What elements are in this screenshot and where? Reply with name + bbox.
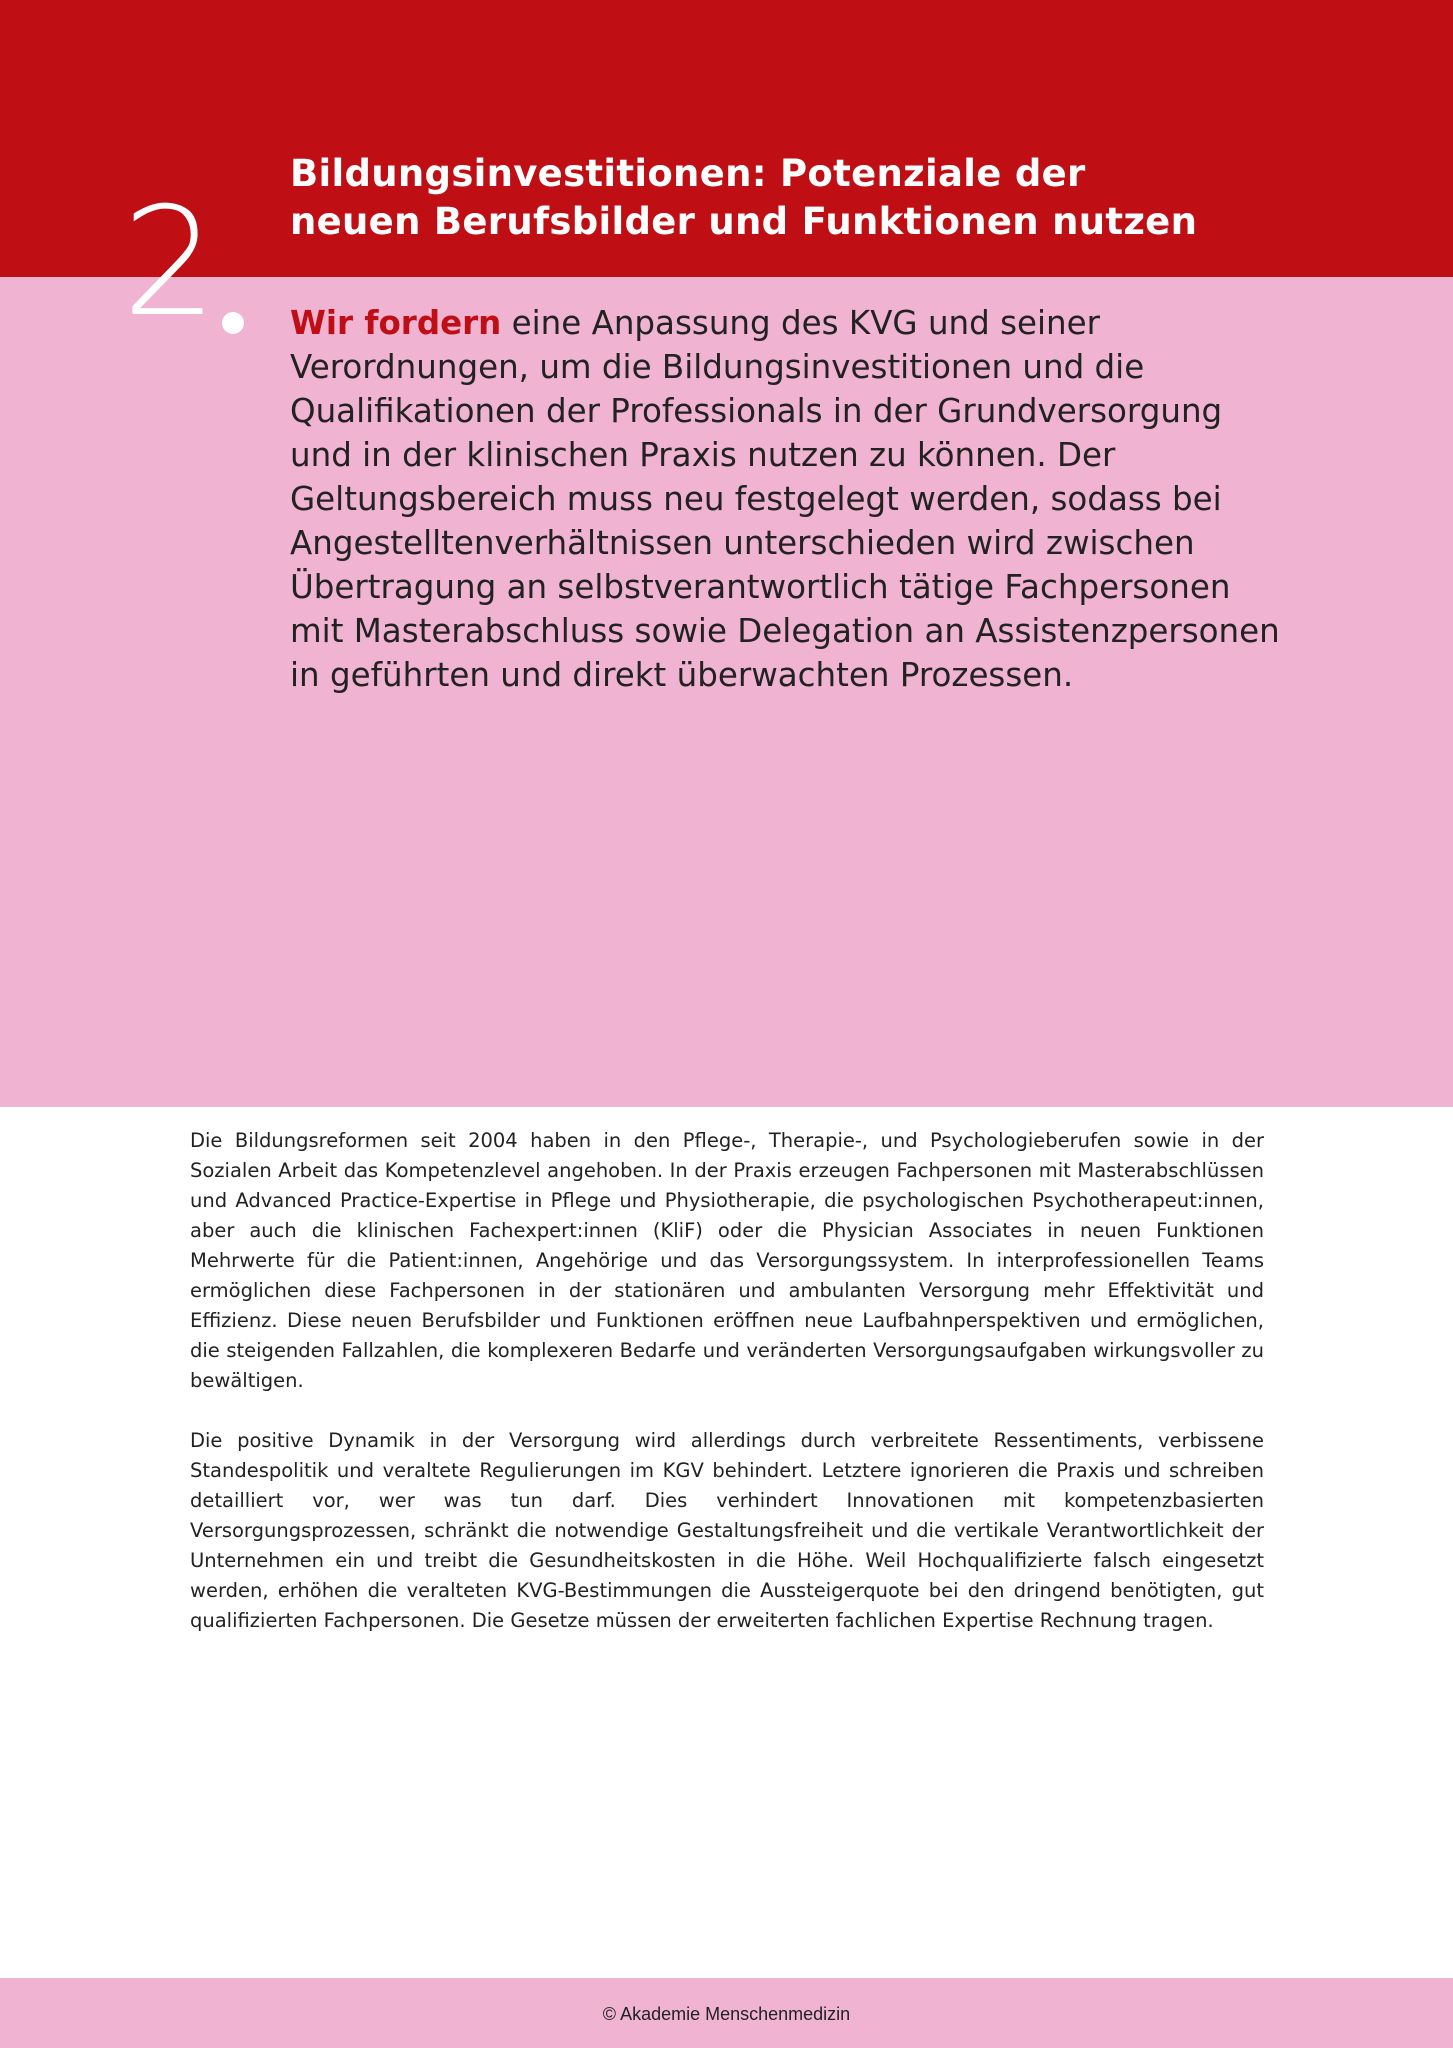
demand-statement (290, 301, 1290, 697)
heading-line-2: neuen Berufsbilder und Funktionen nutzen (290, 200, 1198, 243)
heading-line-1: Bildungsinvestitionen: Potenziale der (290, 152, 1086, 195)
section-number: 2 (122, 176, 214, 350)
demand-text: eine Anpassung des KVG und seiner Verordnungen, um die Bildungsinvestitionen und die Qualifikationen der Professionals in der Grundversorgung und in der klinischen Praxis nutzen zu können. Der Geltungsbereich muss neu festgelegt werden, sodass bei Angestelltenverhältnissen unterschieden wird zwischen Übertragung an selbstverantwortlich tätige Fachpersonen mit Masterabschluss sowie Delegation an Assistenzpersonen in geführten und direkt überwachten Prozessen. (290, 304, 1280, 694)
footer-copyright: © Akademie Menschenmedizin (602, 2004, 851, 2024)
body-paragraph-1: Die Bildungsreformen seit 2004 haben in den Pflege-, Therapie-, und Psychologieberufen sowie in der Sozialen Arbeit das Kompetenzlevel angehoben. In der Praxis erzeugen Fachpersonen mit Masterabschlüssen und Advanced Practice-Expertise in Pflege und Physiotherapie, die psychologischen Psychotherapeut:innen, aber auch die klinischen Fachexpert:innen (KliF) oder die Physician Associates in neuen Funktionen Mehrwerte für die Patient:innen, Angehörige und das Versorgungssystem. In interprofessionellen Teams ermöglichen diese Fachpersonen in der stationären und ambulanten Versorgung mehr Effektivität und Effizienz. Diese neuen Berufsbilder und Funktionen eröffnen neue Laufbahnperspektiven und ermöglichen, die steigenden Fallzahlen, die komplexeren Bedarfe und veränderten Versorgungsaufgaben wirkungsvoller zu bewältigen. (190, 1129, 1264, 1392)
demand-lead: Wir fordern (290, 304, 502, 342)
section-number-dot (222, 312, 244, 334)
section-heading (290, 150, 1410, 246)
body-paragraph-2: Die positive Dynamik in der Versorgung wird allerdings durch verbreitete Ressentiments, verbissene Standespolitik und veraltete Regulierungen im KGV behindert. Letztere ignorieren die Praxis und schreiben detailliert vor, wer was tun darf. Dies verhindert Innovationen mit kompetenzbasierten Versorgungsprozessen, schränkt die notwendige Gestaltungsfreiheit und die vertikale Verantwortlichkeit der Unternehmen ein und treibt die Gesundheitskosten in die Höhe. Weil Hochqualifizierte falsch eingesetzt werden, erhöhen die veralteten KVG-Bestimmungen die Aussteigerquote bei den dringend benötigten, gut qualifizierten Fachpersonen. Die Gesetze müssen der erweiterten fachlichen Expertise Rechnung tragen. (190, 1429, 1264, 1632)
